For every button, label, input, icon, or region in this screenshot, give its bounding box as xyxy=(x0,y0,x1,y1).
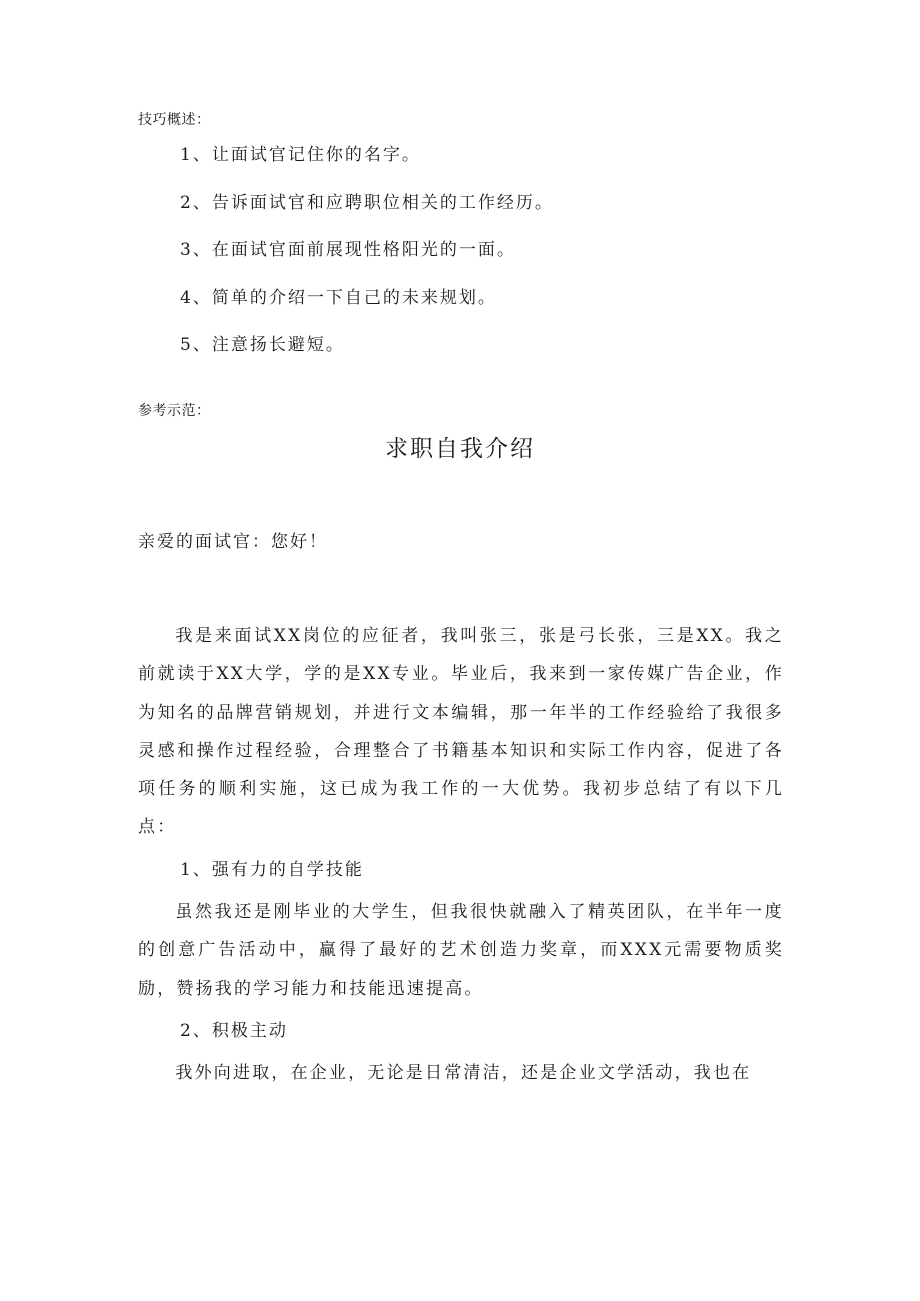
tip-item: 4、简单的介绍一下自己的未来规划。 xyxy=(180,287,497,308)
point-1-title: 1、强有力的自学技能 xyxy=(180,859,364,880)
tip-item: 1、让面试官记住你的名字。 xyxy=(180,145,421,165)
point-2-title: 2、积极主动 xyxy=(180,1020,288,1041)
tips-heading: 技巧概述： xyxy=(138,112,211,128)
letter-body xyxy=(138,617,784,1093)
document-title: 求职自我介绍 xyxy=(385,436,535,462)
tip-item: 2、告诉面试官和应聘职位相关的工作经历。 xyxy=(180,192,554,213)
point-1-body: 虽然我还是刚毕业的大学生，但我很快就融入了精英团队，在半年一度的创意广告活动中，赢得了最好的艺术创造力奖章，而XXX元需要物质奖励，赞扬我的学习能力和技能迅速提高。 xyxy=(138,902,784,999)
intro-paragraph: 我是来面试XX岗位的应征者，我叫张三，张是弓长张，三是XX。我之前就读于XX大学，学的是XX专业。毕业后，我来到一家传媒广告企业，作为知名的品牌营销规划，并进行文本编辑，那一年半的工作经验给了我很多灵感和操作过程经验，合理整合了书籍基本知识和实际工作内容，促进了各项任务的顺利实施，这已成为我工作的一大优势。我初步总结了有以下几点： xyxy=(138,626,784,838)
example-heading: 参考示范： xyxy=(138,403,211,419)
tips-list xyxy=(180,140,554,378)
tip-item: 5、注意扬长避短。 xyxy=(180,335,345,355)
tip-item: 3、在面试官面前展现性格阳光的一面。 xyxy=(180,240,516,260)
salutation: 亲爱的面试官：您好！ xyxy=(138,532,328,552)
point-2-body: 我外向进取，在企业，无论是日常清洁，还是企业文学活动，我也在 xyxy=(175,1063,752,1084)
